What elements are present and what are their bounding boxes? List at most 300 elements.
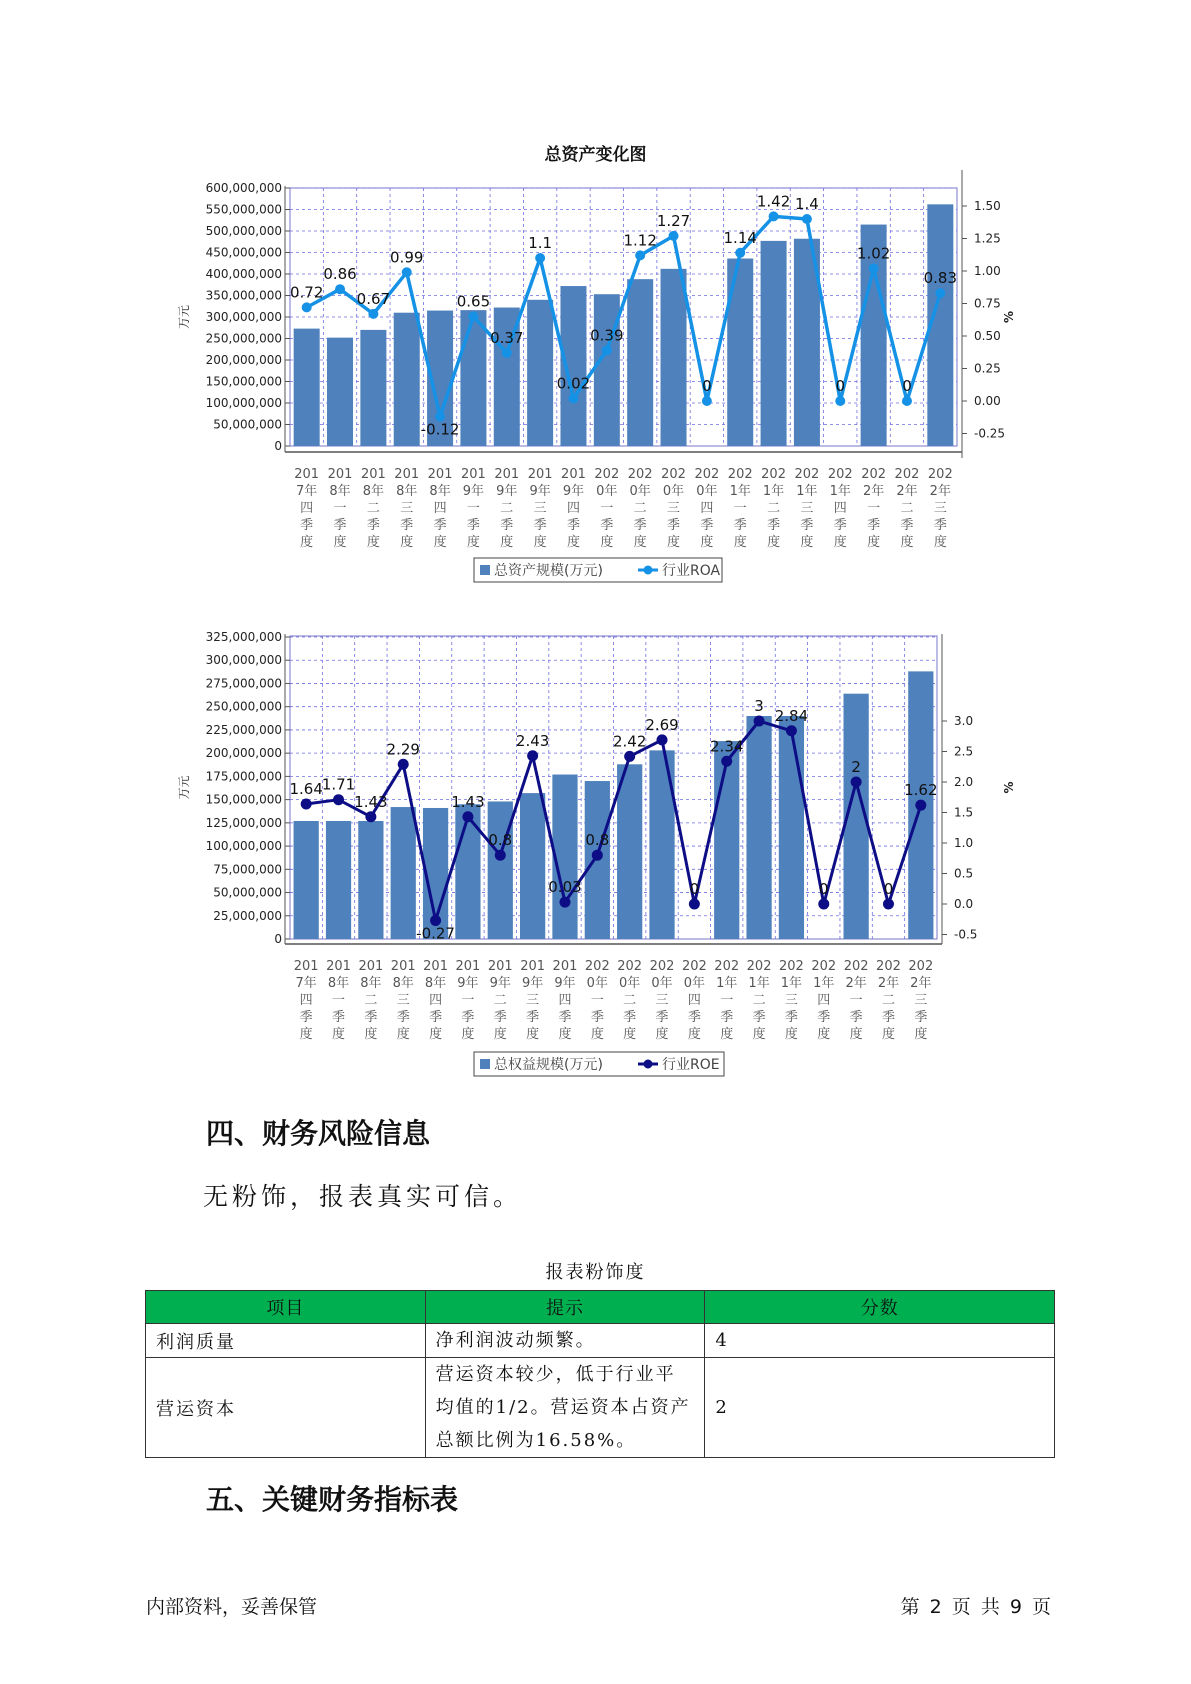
x-tick-label: 度 [433, 535, 447, 550]
line-point [468, 312, 478, 322]
y-tick-label: 75,000,000 [213, 862, 282, 877]
x-tick-label: 1年 [796, 484, 818, 499]
footer-page-number: 第 2 页 共 9 页 [900, 1596, 1053, 1618]
x-tick-label: 三 [784, 993, 798, 1008]
line-point [333, 794, 344, 805]
x-tick-label: 季 [364, 1010, 378, 1025]
table-caption: 报表粉饰度 [545, 1262, 646, 1283]
x-tick-label: 三 [396, 993, 410, 1008]
y2-tick-label: 1.50 [974, 199, 1001, 213]
risk-summary-text: 无粉饰，报表真实可信。 [203, 1182, 523, 1211]
data-label: 0.02 [556, 374, 591, 393]
bar [617, 764, 642, 939]
bar [455, 804, 480, 939]
x-tick-label: 7年 [296, 484, 318, 499]
line-point [402, 267, 412, 277]
x-tick-label: 1年 [829, 484, 851, 499]
x-tick-label: 202 [827, 467, 853, 482]
x-tick-label: 四 [700, 501, 714, 516]
x-tick-label: 四 [429, 993, 443, 1008]
y-tick-label: 0 [274, 932, 282, 946]
x-tick-label: 度 [332, 1027, 346, 1042]
x-tick-label: 三 [667, 501, 681, 516]
bar [391, 807, 416, 939]
x-tick-label: 季 [433, 518, 447, 533]
table-header-score: 分数 [705, 1291, 1055, 1324]
x-tick-label: 一 [720, 993, 734, 1008]
x-tick-label: 四 [566, 501, 580, 516]
x-tick-label: 四 [558, 993, 572, 1008]
data-label: 1.71 [321, 775, 356, 794]
total-assets-chart [0, 130, 1191, 600]
x-tick-label: 1年 [716, 976, 738, 991]
x-tick-label: 季 [526, 1010, 540, 1025]
x-tick-label: 0年 [596, 484, 618, 499]
y-tick-label: 550,000,000 [205, 202, 282, 217]
x-tick-label: 度 [600, 535, 614, 550]
data-label: 1.02 [856, 244, 891, 263]
bar [779, 716, 804, 939]
x-tick-label: 季 [400, 518, 414, 533]
x-tick-label: 季 [300, 518, 314, 533]
line-point [535, 253, 545, 263]
bar [746, 716, 771, 939]
x-tick-label: 度 [900, 535, 914, 550]
y-tick-label: 450,000,000 [205, 245, 282, 260]
total-equity-chart-svg [0, 628, 1191, 1098]
x-tick-label: 季 [817, 1010, 831, 1025]
y-tick-label: 250,000,000 [205, 331, 282, 346]
line-point [559, 897, 570, 908]
x-tick-label: 1年 [762, 484, 785, 499]
x-tick-label: 季 [558, 1010, 572, 1025]
x-tick-label: 三 [533, 501, 547, 516]
x-tick-label: 一 [333, 501, 347, 516]
table-header-item: 项目 [146, 1291, 426, 1324]
x-tick-label: 201 [427, 467, 453, 482]
x-tick-label: 1年 [748, 976, 770, 991]
data-label: 0 [689, 880, 700, 898]
x-tick-label: 202 [811, 959, 837, 974]
x-tick-label: 202 [861, 467, 887, 482]
table-cell-score: 4 [705, 1324, 1055, 1358]
line-point [302, 302, 312, 312]
x-tick-label: 季 [752, 1010, 766, 1025]
data-label: 0 [902, 377, 912, 395]
x-tick-label: 四 [299, 993, 313, 1008]
bar [527, 300, 553, 446]
x-tick-label: 度 [300, 535, 314, 550]
x-tick-label: 季 [633, 518, 647, 533]
data-label: 1.1 [528, 234, 553, 252]
y-tick-label: 175,000,000 [205, 769, 282, 784]
x-tick-label: 201 [552, 959, 578, 974]
x-tick-label: 一 [733, 501, 747, 516]
x-tick-label: 201 [358, 959, 384, 974]
x-tick-label: 度 [500, 535, 514, 550]
table-cell-hint: 净利润波动频繁。 [425, 1324, 705, 1358]
section-heading-key-indicators: 五、关键财务指标表 [206, 1483, 459, 1516]
table-cell-item: 利润质量 [146, 1324, 426, 1358]
line-point [769, 211, 779, 221]
y2-tick-label: 0.50 [974, 329, 1001, 343]
line-point [462, 811, 473, 822]
y-tick-label: 325,000,000 [205, 630, 282, 644]
bar [358, 821, 383, 939]
bar [460, 310, 486, 446]
x-tick-label: 202 [927, 467, 953, 482]
x-tick-label: 0年 [651, 976, 673, 991]
x-tick-label: 201 [461, 467, 486, 482]
data-label: 0.03 [548, 878, 582, 897]
x-tick-label: 9年 [496, 484, 518, 499]
x-tick-label: 202 [794, 467, 820, 482]
legend-line-marker [644, 1060, 653, 1069]
line-point [689, 899, 700, 910]
x-tick-label: 2年 [896, 484, 918, 499]
x-tick-label: 度 [566, 535, 580, 550]
x-tick-label: 201 [326, 959, 351, 974]
x-tick-label: 201 [394, 467, 420, 482]
x-tick-label: 201 [423, 959, 448, 974]
x-tick-label: 度 [687, 1027, 701, 1042]
line-point [657, 734, 668, 745]
x-tick-label: 度 [867, 535, 881, 550]
x-tick-label: 7年 [295, 976, 317, 991]
line-point [754, 716, 765, 727]
line-point [883, 899, 894, 910]
x-tick-label: 二 [493, 993, 507, 1008]
x-tick-label: 202 [779, 959, 804, 974]
data-label: 1.12 [623, 231, 657, 250]
x-tick-label: 度 [590, 1027, 604, 1042]
x-tick-label: 度 [429, 1027, 443, 1042]
y-tick-label: 225,000,000 [205, 722, 282, 737]
line-point [502, 348, 512, 358]
section-heading-financial-risk: 四、财务风险信息 [206, 1117, 431, 1150]
x-tick-label: 二 [500, 501, 514, 516]
x-tick-label: 8年 [360, 976, 382, 991]
x-tick-label: 9年 [462, 484, 485, 499]
x-tick-label: 季 [833, 518, 847, 533]
line-point [301, 798, 312, 809]
data-label: 3 [754, 697, 764, 715]
data-label: 1.42 [756, 192, 791, 211]
x-tick-label: 一 [849, 993, 863, 1008]
bar [294, 821, 319, 939]
x-tick-label: 三 [933, 501, 947, 516]
x-tick-label: 季 [466, 518, 480, 533]
data-label: 2.69 [645, 715, 679, 734]
x-tick-label: 0年 [586, 976, 608, 991]
x-tick-label: 2年 [910, 976, 932, 991]
line-point [721, 756, 732, 767]
statement-window-dressing-table [145, 1290, 1055, 1458]
y-axis-right-label: % [1002, 310, 1016, 324]
x-tick-label: 9年 [562, 484, 585, 499]
x-tick-label: 季 [533, 518, 547, 533]
x-tick-label: 8年 [396, 484, 418, 499]
x-tick-label: 季 [687, 1010, 701, 1025]
chart-title: 总资产变化图 [544, 145, 647, 165]
x-tick-label: 202 [617, 959, 643, 974]
x-tick-label: 度 [333, 535, 347, 550]
x-tick-label: 8年 [429, 484, 451, 499]
x-tick-label: 202 [908, 959, 934, 974]
x-tick-label: 202 [894, 467, 920, 482]
y2-tick-label: -0.25 [974, 426, 1006, 441]
line-point [624, 751, 635, 762]
x-tick-label: 度 [526, 1027, 540, 1042]
x-tick-label: 度 [623, 1027, 637, 1042]
data-label: 1.43 [451, 792, 485, 811]
x-tick-label: 季 [623, 1010, 637, 1025]
x-tick-label: 季 [655, 1010, 669, 1025]
x-tick-label: 201 [494, 467, 520, 482]
line-point [368, 309, 378, 319]
x-tick-label: 度 [667, 535, 681, 550]
x-tick-label: 度 [881, 1027, 895, 1042]
x-tick-label: 202 [727, 467, 753, 482]
line-point [735, 248, 745, 258]
x-tick-label: 0年 [683, 976, 706, 991]
x-tick-label: 二 [767, 501, 781, 516]
y-axis-right-label: % [1002, 781, 1016, 794]
data-label: 0.99 [390, 248, 424, 267]
y2-tick-label: 0.0 [954, 897, 974, 911]
y2-tick-label: 1.00 [974, 264, 1001, 278]
x-tick-label: 201 [327, 467, 353, 482]
x-tick-label: 度 [767, 535, 781, 550]
bar [294, 329, 320, 446]
y2-tick-label: 3.0 [954, 714, 974, 728]
x-tick-label: 9年 [521, 976, 544, 991]
bar [326, 821, 351, 939]
data-label: 0 [835, 377, 846, 395]
x-tick-label: 度 [700, 535, 714, 550]
y2-tick-label: 0.00 [974, 394, 1001, 408]
data-label: 0.67 [356, 289, 391, 308]
x-tick-label: 三 [400, 501, 414, 516]
x-tick-label: 一 [867, 501, 881, 516]
x-tick-label: 三 [914, 993, 928, 1008]
line-point [602, 345, 612, 355]
data-label: 1.4 [794, 195, 819, 213]
y-tick-label: 300,000,000 [205, 653, 282, 668]
x-tick-label: 202 [649, 959, 675, 974]
x-tick-label: 三 [526, 993, 540, 1008]
x-tick-label: 度 [655, 1027, 669, 1042]
x-tick-label: 度 [849, 1027, 863, 1042]
x-tick-label: 度 [299, 1027, 313, 1042]
x-tick-label: 季 [429, 1010, 443, 1025]
table-cell-item: 营运资本 [146, 1358, 426, 1458]
y-tick-label: 300,000,000 [205, 310, 282, 324]
x-tick-label: 202 [627, 467, 653, 482]
total-equity-chart [0, 628, 1191, 1098]
x-tick-label: 2年 [845, 976, 867, 991]
x-tick-label: 202 [843, 959, 869, 974]
x-tick-label: 201 [455, 959, 481, 974]
x-tick-label: 1年 [780, 976, 803, 991]
x-tick-label: 8年 [362, 484, 385, 499]
y2-tick-label: 1.25 [974, 231, 1001, 246]
x-tick-label: 202 [661, 467, 686, 482]
x-tick-label: 二 [752, 993, 766, 1008]
x-tick-label: 四 [687, 993, 701, 1008]
line-point [398, 759, 409, 770]
data-label: 0.8 [488, 831, 513, 850]
bar [594, 294, 620, 446]
data-label: 2.42 [612, 732, 647, 751]
y-tick-label: 500,000,000 [205, 224, 282, 238]
x-tick-label: 季 [600, 518, 614, 533]
x-tick-label: 季 [333, 518, 347, 533]
data-label: 2.43 [515, 731, 550, 750]
y-tick-label: 275,000,000 [205, 676, 282, 691]
x-tick-label: 0年 [619, 976, 641, 991]
line-point [365, 811, 376, 822]
x-tick-label: 季 [733, 518, 747, 533]
y-tick-label: 50,000,000 [213, 885, 282, 900]
x-tick-label: 202 [714, 959, 740, 974]
x-tick-label: 9年 [529, 484, 551, 499]
x-tick-label: 四 [817, 993, 831, 1008]
x-tick-label: 二 [633, 501, 647, 516]
line-point [527, 750, 538, 761]
data-label: 0.39 [590, 326, 624, 345]
x-tick-label: 度 [833, 535, 847, 550]
y2-tick-label: 2.0 [954, 775, 974, 789]
x-tick-label: 一 [461, 993, 475, 1008]
data-label: 0.65 [456, 292, 491, 311]
bar [327, 338, 353, 446]
x-tick-label: 度 [364, 1027, 378, 1042]
x-tick-label: 度 [914, 1027, 928, 1042]
data-label: 0.37 [490, 328, 524, 347]
x-tick-label: 201 [527, 467, 553, 482]
x-tick-label: 8年 [392, 976, 414, 991]
x-tick-label: 8年 [424, 976, 447, 991]
x-tick-label: 季 [800, 518, 814, 533]
x-tick-label: 0年 [629, 484, 651, 499]
y-tick-label: 350,000,000 [205, 288, 282, 303]
x-tick-label: 季 [667, 518, 681, 533]
x-tick-label: 0年 [696, 484, 718, 499]
x-tick-label: 2年 [862, 484, 885, 499]
x-tick-label: 二 [366, 501, 380, 516]
x-tick-label: 201 [390, 959, 416, 974]
footer-confidential-note: 内部资料，妥善保管 [146, 1596, 318, 1618]
x-tick-label: 度 [800, 535, 814, 550]
x-tick-label: 季 [566, 518, 580, 533]
table-row [146, 1358, 1055, 1458]
x-tick-label: 9年 [554, 976, 576, 991]
x-tick-label: 度 [817, 1027, 831, 1042]
y-axis-left-label: 万元 [177, 775, 191, 800]
x-tick-label: 9年 [457, 976, 479, 991]
x-tick-label: 1年 [729, 484, 751, 499]
x-tick-label: 201 [360, 467, 386, 482]
line-point [802, 214, 812, 224]
x-tick-label: 1年 [813, 976, 835, 991]
line-point [786, 725, 797, 736]
x-tick-label: 度 [720, 1027, 734, 1042]
legend-bar-label: 总资产规模(万元) [494, 563, 603, 579]
total-assets-chart-svg [0, 130, 1191, 600]
y-tick-label: 125,000,000 [205, 815, 282, 830]
y2-tick-label: -0.5 [954, 927, 978, 942]
x-tick-label: 季 [700, 518, 714, 533]
x-tick-label: 201 [561, 467, 586, 482]
x-tick-label: 四 [300, 501, 314, 516]
y2-tick-label: 2.5 [954, 744, 974, 759]
bar [661, 269, 687, 446]
table-row [146, 1324, 1055, 1358]
x-tick-label: 季 [784, 1010, 798, 1025]
y-tick-label: 200,000,000 [205, 353, 282, 367]
line-point [669, 231, 679, 241]
x-tick-label: 四 [833, 501, 847, 516]
x-tick-label: 季 [366, 518, 380, 533]
legend-bar-swatch [480, 1059, 490, 1069]
x-tick-label: 度 [461, 1027, 475, 1042]
x-tick-label: 度 [493, 1027, 507, 1042]
x-tick-label: 9年 [489, 976, 511, 991]
y-tick-label: 25,000,000 [213, 908, 282, 923]
data-label: 1.64 [289, 779, 323, 798]
x-tick-label: 8年 [327, 976, 350, 991]
data-label: -0.12 [420, 420, 460, 439]
table-cell-score: 2 [705, 1358, 1055, 1458]
y-tick-label: 200,000,000 [205, 746, 282, 761]
x-tick-label: 三 [655, 993, 669, 1008]
line-point [818, 899, 829, 910]
y-tick-label: 600,000,000 [205, 181, 282, 195]
bar [761, 241, 787, 446]
x-tick-label: 季 [881, 1010, 895, 1025]
x-tick-label: 度 [558, 1027, 572, 1042]
x-tick-label: 季 [867, 518, 881, 533]
x-tick-label: 季 [590, 1010, 604, 1025]
data-label: 1.14 [723, 228, 757, 247]
legend-line-label: 行业ROE [662, 1057, 720, 1073]
y-tick-label: 100,000,000 [205, 839, 282, 854]
x-tick-label: 季 [500, 518, 514, 533]
y-axis-left-label: 万元 [177, 304, 191, 330]
data-label: 2.84 [774, 706, 809, 725]
line-point [635, 250, 645, 260]
line-point [702, 396, 712, 406]
x-tick-label: 季 [720, 1010, 734, 1025]
line-point [495, 850, 506, 861]
x-tick-label: 201 [520, 959, 546, 974]
x-tick-label: 度 [466, 535, 480, 550]
y2-tick-label: 1.0 [954, 836, 974, 850]
x-tick-label: 度 [400, 535, 414, 550]
bar [627, 279, 653, 446]
y-tick-label: 400,000,000 [205, 267, 282, 281]
y-tick-label: 250,000,000 [205, 699, 282, 714]
table-header-hint: 提示 [425, 1291, 705, 1324]
line-point [592, 850, 603, 861]
x-tick-label: 202 [746, 959, 772, 974]
x-tick-label: 一 [590, 993, 604, 1008]
data-label: 2.29 [386, 740, 420, 759]
x-tick-label: 度 [752, 1027, 766, 1042]
x-tick-label: 四 [433, 501, 447, 516]
y2-tick-label: 0.5 [954, 866, 974, 881]
